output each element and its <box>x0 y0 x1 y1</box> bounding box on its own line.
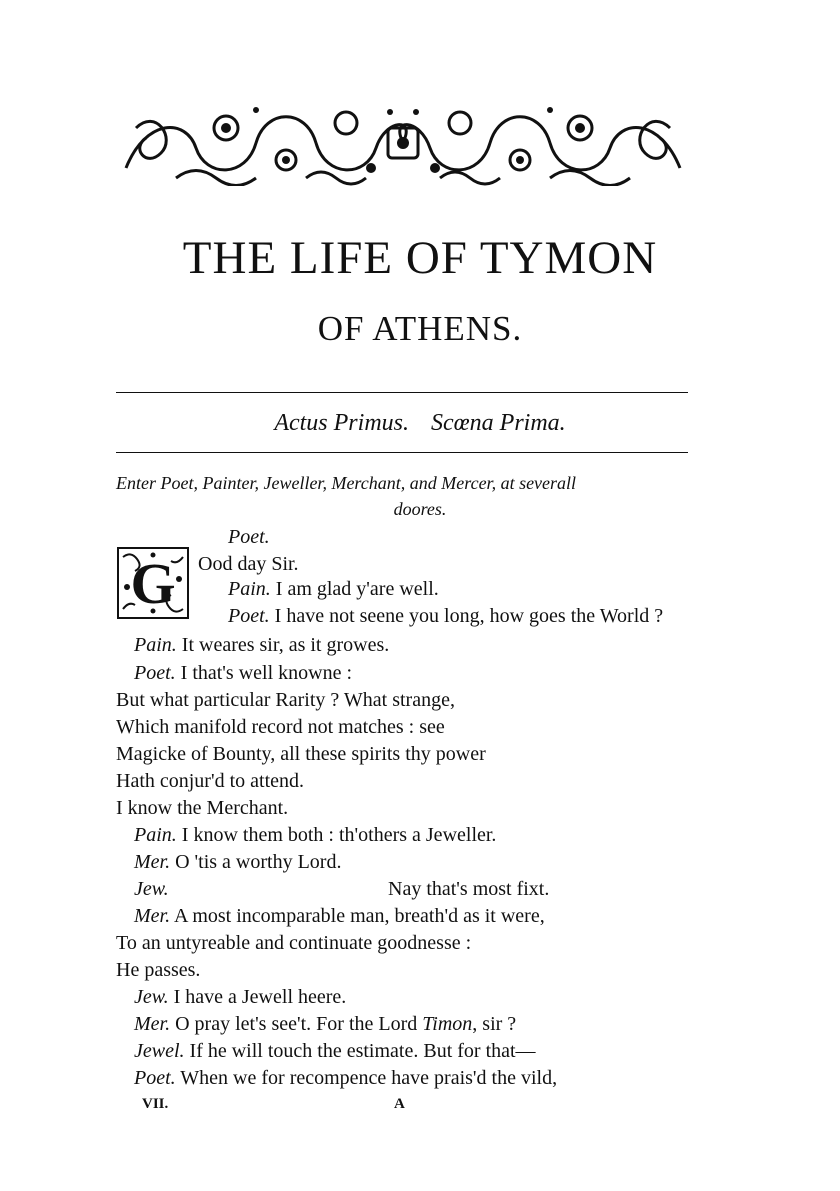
text-line-17: Jew. I have a Jewell heere. <box>134 986 347 1008</box>
text-line-12: Mer. O 'tis a worthy Lord. <box>134 851 342 873</box>
text-line-14: Mer. A most incomparable man, breath'd as it were, <box>134 905 545 927</box>
actus-label: Actus Primus. <box>274 410 409 436</box>
text-line-20: Poet. When we for recompence have prais'd the vild, <box>134 1067 558 1089</box>
stage-direction-line-1: Enter Poet, Painter, Jeweller, Merchant, and Mercer, at severall <box>116 473 577 493</box>
text-line-8: Magicke of Bounty, all these spirits thy power <box>116 743 486 765</box>
act-heading <box>0 406 840 440</box>
text-line-2: Pain. I am glad y'are well. <box>228 578 439 600</box>
drop-cap <box>117 547 189 619</box>
play-title: THE LIFE OF TYMON <box>182 232 658 284</box>
text-line-11: Pain. I know them both : th'others a Jeweller. <box>134 824 497 846</box>
text-line-16: He passes. <box>116 959 201 981</box>
text-line-4: Pain. It weares sir, as it growes. <box>134 634 390 656</box>
speaker-poet-heading: Poet. <box>228 526 270 548</box>
text-line-3: Poet. I have not seene you long, how goes the World ? <box>228 605 664 627</box>
text-line-9: Hath conjur'd to attend. <box>116 770 304 792</box>
text-line-13: Jew. <box>134 878 169 900</box>
text-line-6: But what particular Rarity ? What strange, <box>116 689 455 711</box>
signature-mark-letter: A <box>394 1096 405 1112</box>
drop-cap-letter: G <box>130 551 176 616</box>
text-line-18: Mer. O pray let's see't. For the Lord Timon, sir ? <box>134 1013 517 1035</box>
text-line-10: I know the Merchant. <box>116 797 289 819</box>
text-line-13-continued: Nay that's most fixt. <box>388 878 550 900</box>
scena-label: Scœna Prima. <box>431 410 566 436</box>
signature-mark-volume: VII. <box>142 1096 169 1112</box>
text-line-15: To an untyreable and continuate goodnesse : <box>116 932 472 954</box>
text-line-5: Poet. I that's well knowne : <box>134 662 353 684</box>
play-subtitle: OF ATHENS. <box>317 309 523 348</box>
bottom-rule <box>116 452 688 453</box>
stage-direction-line-2: doores. <box>393 499 447 519</box>
text-line-7: Which manifold record not matches : see <box>116 716 445 738</box>
text-line-19: Jewel. If he will touch the estimate. But for that— <box>134 1040 536 1062</box>
ornamental-headpiece <box>116 98 690 186</box>
top-rule <box>116 392 688 393</box>
text-line-1: Ood day Sir. <box>198 553 299 575</box>
